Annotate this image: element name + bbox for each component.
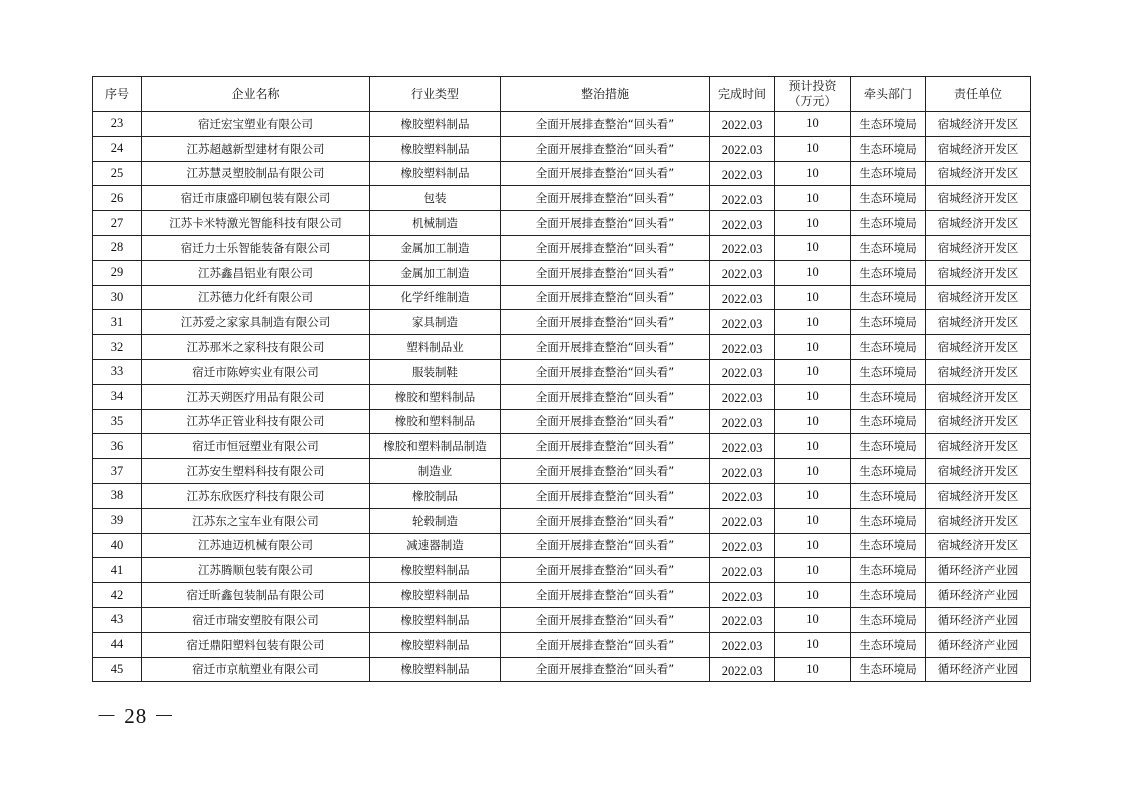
cell-measures: 全面开展排查整治“回头看” <box>501 260 710 285</box>
cell-investment: 10 <box>775 285 851 310</box>
table-row <box>93 657 1031 682</box>
cell-investment: 10 <box>775 459 851 484</box>
cell-investment: 10 <box>775 235 851 260</box>
cell-measures: 全面开展排查整治“回头看” <box>501 186 710 211</box>
cell-completion-time <box>710 459 775 484</box>
cell-investment: 10 <box>775 260 851 285</box>
cell-measures: 全面开展排查整治“回头看” <box>501 335 710 360</box>
cell-industry-type: 橡胶塑料制品 <box>370 112 501 137</box>
cell-lead-department: 生态环境局 <box>851 359 926 384</box>
cell-lead-department: 生态环境局 <box>851 459 926 484</box>
cell-responsible-unit: 循环经济产业园 <box>926 657 1031 682</box>
cell-lead-department: 生态环境局 <box>851 409 926 434</box>
completion-date-text: 2022.03 <box>721 217 763 232</box>
table-row <box>93 235 1031 260</box>
table-row <box>93 384 1031 409</box>
cell-industry-type: 橡胶塑料制品 <box>370 607 501 632</box>
table-row <box>93 335 1031 360</box>
cell-industry-type: 化学纤维制造 <box>370 285 501 310</box>
completion-date-text: 2022.03 <box>721 415 763 430</box>
header-row <box>93 77 1031 112</box>
cell-industry-type: 橡胶塑料制品 <box>370 657 501 682</box>
table-row <box>93 483 1031 508</box>
cell-measures: 全面开展排查整治“回头看” <box>501 657 710 682</box>
cell-investment: 10 <box>775 136 851 161</box>
cell-industry-type: 服装制鞋 <box>370 359 501 384</box>
cell-lead-department: 生态环境局 <box>851 583 926 608</box>
cell-company-name: 宿迁市瑞安塑胶有限公司 <box>142 607 370 632</box>
cell-industry-type: 塑料制品业 <box>370 335 501 360</box>
cell-responsible-unit: 宿城经济开发区 <box>926 260 1031 285</box>
table-row <box>93 583 1031 608</box>
cell-industry-type: 橡胶塑料制品 <box>370 136 501 161</box>
completion-date-text: 2022.03 <box>721 539 763 554</box>
table-header <box>93 77 1031 112</box>
cell-industry-type: 减速器制造 <box>370 533 501 558</box>
header-responsible-unit: 责任单位 <box>926 77 1031 112</box>
cell-serial-number: 34 <box>93 384 142 409</box>
completion-date-text: 2022.03 <box>721 267 763 282</box>
cell-lead-department: 生态环境局 <box>851 483 926 508</box>
cell-serial-number: 38 <box>93 483 142 508</box>
cell-completion-time <box>710 583 775 608</box>
cell-lead-department: 生态环境局 <box>851 310 926 335</box>
table-row <box>93 285 1031 310</box>
cell-responsible-unit: 宿城经济开发区 <box>926 310 1031 335</box>
rectification-table <box>92 76 1031 682</box>
cell-lead-department: 生态环境局 <box>851 384 926 409</box>
cell-completion-time <box>710 657 775 682</box>
cell-measures: 全面开展排查整治“回头看” <box>501 508 710 533</box>
completion-date-text: 2022.03 <box>721 341 763 356</box>
cell-company-name: 宿迁市陈婷实业有限公司 <box>142 359 370 384</box>
cell-serial-number: 23 <box>93 112 142 137</box>
cell-completion-time <box>710 533 775 558</box>
completion-date-text: 2022.03 <box>721 465 763 480</box>
table-row <box>93 161 1031 186</box>
cell-measures: 全面开展排查整治“回头看” <box>501 607 710 632</box>
cell-company-name: 江苏华正管业科技有限公司 <box>142 409 370 434</box>
cell-completion-time <box>710 607 775 632</box>
cell-measures: 全面开展排查整治“回头看” <box>501 112 710 137</box>
cell-lead-department: 生态环境局 <box>851 186 926 211</box>
cell-measures: 全面开展排查整治“回头看” <box>501 235 710 260</box>
cell-investment: 10 <box>775 657 851 682</box>
cell-completion-time <box>710 235 775 260</box>
completion-date-text: 2022.03 <box>721 316 763 331</box>
cell-company-name: 江苏天朔医疗用品有限公司 <box>142 384 370 409</box>
cell-measures: 全面开展排查整治“回头看” <box>501 558 710 583</box>
cell-investment: 10 <box>775 310 851 335</box>
cell-investment: 10 <box>775 434 851 459</box>
cell-completion-time <box>710 186 775 211</box>
cell-lead-department: 生态环境局 <box>851 211 926 236</box>
table-row <box>93 434 1031 459</box>
cell-measures: 全面开展排查整治“回头看” <box>501 409 710 434</box>
cell-measures: 全面开展排查整治“回头看” <box>501 310 710 335</box>
cell-industry-type: 金属加工制造 <box>370 260 501 285</box>
cell-company-name: 宿迁市恒冠塑业有限公司 <box>142 434 370 459</box>
cell-measures: 全面开展排查整治“回头看” <box>501 533 710 558</box>
cell-lead-department: 生态环境局 <box>851 632 926 657</box>
cell-completion-time <box>710 310 775 335</box>
table-row <box>93 508 1031 533</box>
cell-lead-department: 生态环境局 <box>851 508 926 533</box>
completion-date-text: 2022.03 <box>721 391 763 406</box>
cell-measures: 全面开展排查整治“回头看” <box>501 434 710 459</box>
cell-company-name: 江苏爱之家家具制造有限公司 <box>142 310 370 335</box>
cell-company-name: 宿迁市京航塑业有限公司 <box>142 657 370 682</box>
cell-lead-department: 生态环境局 <box>851 657 926 682</box>
cell-responsible-unit: 宿城经济开发区 <box>926 335 1031 360</box>
cell-lead-department: 生态环境局 <box>851 434 926 459</box>
cell-completion-time <box>710 161 775 186</box>
cell-responsible-unit: 循环经济产业园 <box>926 632 1031 657</box>
completion-date-text: 2022.03 <box>721 143 763 158</box>
table-row <box>93 558 1031 583</box>
cell-measures: 全面开展排查整治“回头看” <box>501 632 710 657</box>
cell-company-name: 宿迁宏宝塑业有限公司 <box>142 112 370 137</box>
cell-investment: 10 <box>775 211 851 236</box>
cell-responsible-unit: 宿城经济开发区 <box>926 285 1031 310</box>
cell-responsible-unit: 宿城经济开发区 <box>926 409 1031 434</box>
cell-measures: 全面开展排查整治“回头看” <box>501 211 710 236</box>
table-row <box>93 260 1031 285</box>
cell-company-name: 江苏迪迈机械有限公司 <box>142 533 370 558</box>
completion-date-text: 2022.03 <box>721 614 763 629</box>
cell-industry-type: 制造业 <box>370 459 501 484</box>
cell-serial-number: 40 <box>93 533 142 558</box>
cell-serial-number: 29 <box>93 260 142 285</box>
cell-responsible-unit: 宿城经济开发区 <box>926 359 1031 384</box>
header-investment-line1: 预计投资 <box>788 79 837 93</box>
cell-lead-department: 生态环境局 <box>851 161 926 186</box>
cell-completion-time <box>710 632 775 657</box>
cell-company-name: 江苏东之宝车业有限公司 <box>142 508 370 533</box>
cell-lead-department: 生态环境局 <box>851 136 926 161</box>
cell-company-name: 江苏安生塑料科技有限公司 <box>142 459 370 484</box>
cell-responsible-unit: 宿城经济开发区 <box>926 533 1031 558</box>
cell-measures: 全面开展排查整治“回头看” <box>501 384 710 409</box>
cell-serial-number: 30 <box>93 285 142 310</box>
cell-lead-department: 生态环境局 <box>851 285 926 310</box>
cell-measures: 全面开展排查整治“回头看” <box>501 583 710 608</box>
table-row <box>93 459 1031 484</box>
cell-investment: 10 <box>775 112 851 137</box>
cell-serial-number: 42 <box>93 583 142 608</box>
cell-completion-time <box>710 483 775 508</box>
cell-company-name: 江苏卡米特激光智能科技有限公司 <box>142 211 370 236</box>
cell-industry-type: 包装 <box>370 186 501 211</box>
cell-investment: 10 <box>775 384 851 409</box>
cell-completion-time <box>710 285 775 310</box>
cell-company-name: 宿迁昕鑫包装制品有限公司 <box>142 583 370 608</box>
cell-measures: 全面开展排查整治“回头看” <box>501 136 710 161</box>
cell-serial-number: 37 <box>93 459 142 484</box>
cell-responsible-unit: 宿城经济开发区 <box>926 186 1031 211</box>
cell-responsible-unit: 宿城经济开发区 <box>926 483 1031 508</box>
table-row <box>93 211 1031 236</box>
cell-measures: 全面开展排查整治“回头看” <box>501 285 710 310</box>
cell-industry-type: 橡胶塑料制品 <box>370 558 501 583</box>
cell-serial-number: 39 <box>93 508 142 533</box>
cell-serial-number: 26 <box>93 186 142 211</box>
table-row <box>93 533 1031 558</box>
header-serial-number: 序号 <box>93 77 142 112</box>
cell-serial-number: 33 <box>93 359 142 384</box>
cell-completion-time <box>710 384 775 409</box>
cell-lead-department: 生态环境局 <box>851 112 926 137</box>
cell-completion-time <box>710 211 775 236</box>
cell-serial-number: 24 <box>93 136 142 161</box>
cell-responsible-unit: 宿城经济开发区 <box>926 112 1031 137</box>
cell-industry-type: 橡胶塑料制品 <box>370 161 501 186</box>
cell-completion-time <box>710 508 775 533</box>
header-lead-department: 牵头部门 <box>851 77 926 112</box>
cell-lead-department: 生态环境局 <box>851 558 926 583</box>
cell-serial-number: 45 <box>93 657 142 682</box>
cell-responsible-unit: 宿城经济开发区 <box>926 434 1031 459</box>
completion-date-text: 2022.03 <box>721 515 763 530</box>
cell-completion-time <box>710 409 775 434</box>
cell-investment: 10 <box>775 359 851 384</box>
cell-completion-time <box>710 136 775 161</box>
table-row <box>93 310 1031 335</box>
cell-company-name: 江苏腾顺包装有限公司 <box>142 558 370 583</box>
cell-serial-number: 32 <box>93 335 142 360</box>
table-body <box>93 112 1031 682</box>
header-completion-time: 完成时间 <box>710 77 775 112</box>
table-row <box>93 136 1031 161</box>
header-estimated-investment <box>775 77 851 112</box>
cell-lead-department: 生态环境局 <box>851 607 926 632</box>
cell-responsible-unit: 宿城经济开发区 <box>926 384 1031 409</box>
cell-company-name: 宿迁鼎阳塑料包装有限公司 <box>142 632 370 657</box>
cell-completion-time <box>710 434 775 459</box>
cell-serial-number: 27 <box>93 211 142 236</box>
completion-date-text: 2022.03 <box>721 564 763 579</box>
cell-industry-type: 轮毂制造 <box>370 508 501 533</box>
cell-serial-number: 35 <box>93 409 142 434</box>
completion-date-text: 2022.03 <box>721 490 763 505</box>
completion-date-text: 2022.03 <box>721 589 763 604</box>
cell-completion-time <box>710 558 775 583</box>
completion-date-text: 2022.03 <box>721 366 763 381</box>
cell-industry-type: 机械制造 <box>370 211 501 236</box>
cell-responsible-unit: 宿城经济开发区 <box>926 459 1031 484</box>
cell-company-name: 宿迁力士乐智能装备有限公司 <box>142 235 370 260</box>
header-industry-type: 行业类型 <box>370 77 501 112</box>
table-row <box>93 112 1031 137</box>
cell-responsible-unit: 宿城经济开发区 <box>926 211 1031 236</box>
cell-serial-number: 44 <box>93 632 142 657</box>
table-row <box>93 607 1031 632</box>
cell-investment: 10 <box>775 409 851 434</box>
completion-date-text: 2022.03 <box>721 192 763 207</box>
cell-industry-type: 橡胶和塑料制品 <box>370 409 501 434</box>
completion-date-text: 2022.03 <box>721 118 763 133</box>
table-row <box>93 632 1031 657</box>
completion-date-text: 2022.03 <box>721 639 763 654</box>
page-number: － 28 － <box>96 704 176 728</box>
cell-investment: 10 <box>775 161 851 186</box>
cell-company-name: 江苏慧灵塑胶制品有限公司 <box>142 161 370 186</box>
table-row <box>93 409 1031 434</box>
completion-date-text: 2022.03 <box>721 440 763 455</box>
cell-lead-department: 生态环境局 <box>851 335 926 360</box>
cell-company-name: 江苏东欣医疗科技有限公司 <box>142 483 370 508</box>
cell-responsible-unit: 宿城经济开发区 <box>926 235 1031 260</box>
cell-investment: 10 <box>775 335 851 360</box>
cell-responsible-unit: 循环经济产业园 <box>926 607 1031 632</box>
cell-completion-time <box>710 112 775 137</box>
cell-industry-type: 橡胶塑料制品 <box>370 583 501 608</box>
cell-lead-department: 生态环境局 <box>851 235 926 260</box>
cell-serial-number: 43 <box>93 607 142 632</box>
cell-company-name: 江苏鑫昌铝业有限公司 <box>142 260 370 285</box>
cell-investment: 10 <box>775 186 851 211</box>
header-measures: 整治措施 <box>501 77 710 112</box>
cell-company-name: 江苏那米之家科技有限公司 <box>142 335 370 360</box>
cell-investment: 10 <box>775 583 851 608</box>
header-investment-line2: （万元） <box>788 94 837 108</box>
cell-investment: 10 <box>775 607 851 632</box>
table-row <box>93 359 1031 384</box>
cell-company-name: 江苏德力化纤有限公司 <box>142 285 370 310</box>
completion-date-text: 2022.03 <box>721 663 763 678</box>
cell-measures: 全面开展排查整治“回头看” <box>501 483 710 508</box>
cell-responsible-unit: 宿城经济开发区 <box>926 136 1031 161</box>
table-row <box>93 186 1031 211</box>
cell-industry-type: 橡胶制品 <box>370 483 501 508</box>
cell-investment: 10 <box>775 558 851 583</box>
cell-serial-number: 25 <box>93 161 142 186</box>
cell-completion-time <box>710 335 775 360</box>
cell-industry-type: 橡胶塑料制品 <box>370 632 501 657</box>
cell-serial-number: 41 <box>93 558 142 583</box>
cell-completion-time <box>710 260 775 285</box>
completion-date-text: 2022.03 <box>721 167 763 182</box>
cell-serial-number: 36 <box>93 434 142 459</box>
cell-measures: 全面开展排查整治“回头看” <box>501 359 710 384</box>
cell-industry-type: 金属加工制造 <box>370 235 501 260</box>
cell-investment: 10 <box>775 483 851 508</box>
cell-serial-number: 28 <box>93 235 142 260</box>
completion-date-text: 2022.03 <box>721 242 763 257</box>
completion-date-text: 2022.03 <box>721 291 763 306</box>
cell-completion-time <box>710 359 775 384</box>
cell-measures: 全面开展排查整治“回头看” <box>501 161 710 186</box>
cell-industry-type: 家具制造 <box>370 310 501 335</box>
cell-investment: 10 <box>775 533 851 558</box>
cell-responsible-unit: 循环经济产业园 <box>926 558 1031 583</box>
header-company-name: 企业名称 <box>142 77 370 112</box>
cell-investment: 10 <box>775 632 851 657</box>
cell-serial-number: 31 <box>93 310 142 335</box>
cell-lead-department: 生态环境局 <box>851 533 926 558</box>
cell-industry-type: 橡胶和塑料制品制造 <box>370 434 501 459</box>
cell-responsible-unit: 宿城经济开发区 <box>926 161 1031 186</box>
cell-company-name: 宿迁市康盛印刷包装有限公司 <box>142 186 370 211</box>
cell-measures: 全面开展排查整治“回头看” <box>501 459 710 484</box>
cell-investment: 10 <box>775 508 851 533</box>
cell-industry-type: 橡胶和塑料制品 <box>370 384 501 409</box>
cell-responsible-unit: 循环经济产业园 <box>926 583 1031 608</box>
cell-lead-department: 生态环境局 <box>851 260 926 285</box>
cell-company-name: 江苏超越新型建材有限公司 <box>142 136 370 161</box>
cell-responsible-unit: 宿城经济开发区 <box>926 508 1031 533</box>
